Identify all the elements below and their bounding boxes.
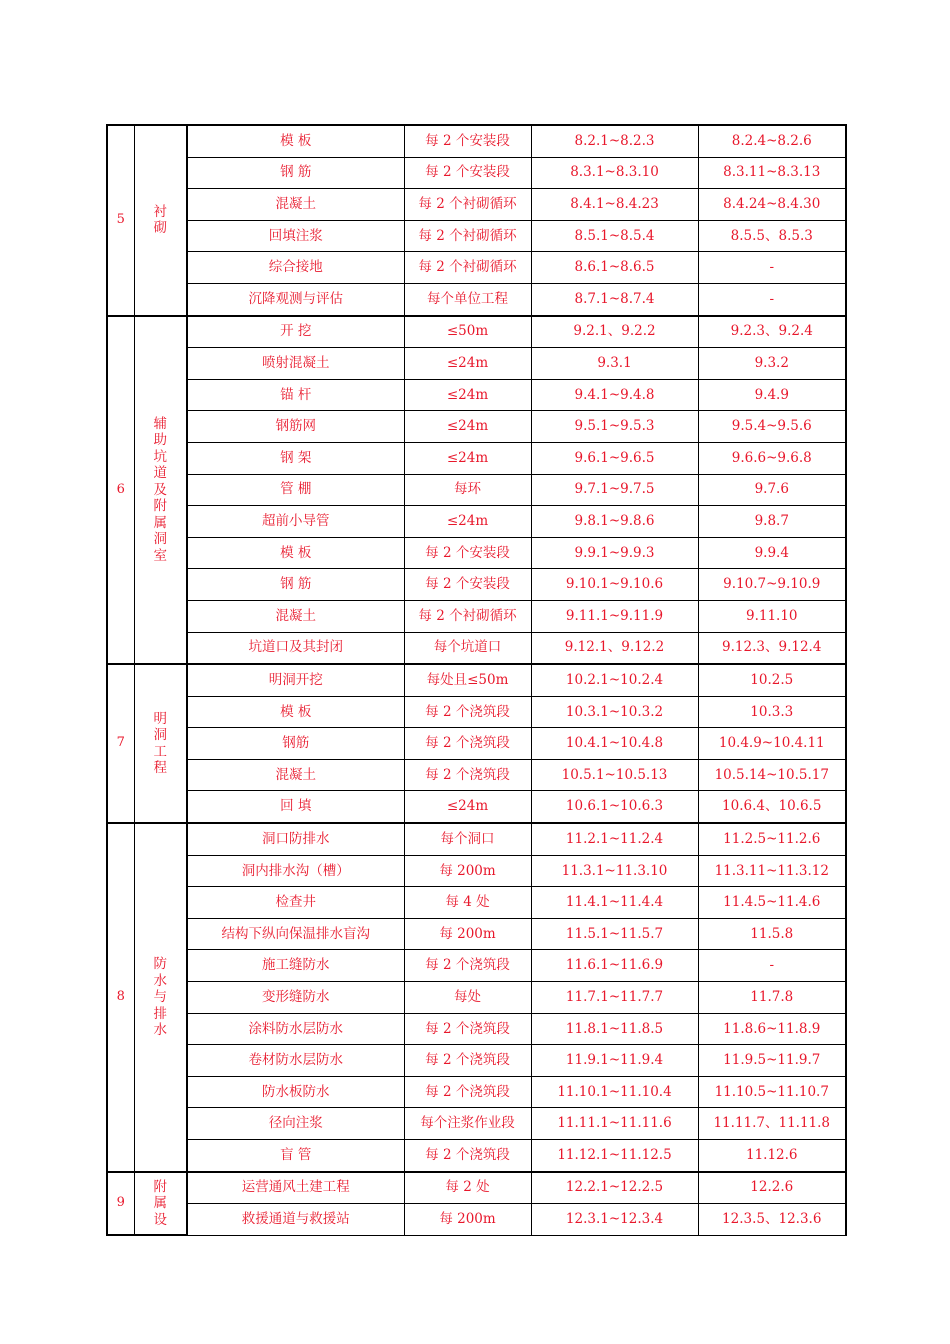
table-row (107, 696, 846, 728)
table-row (107, 252, 846, 284)
general-clauses: 11.5.8 (698, 918, 846, 950)
inspection-frequency: 每 200m (404, 855, 531, 887)
main-control-clauses: 9.10.1~9.10.6 (531, 569, 698, 601)
inspection-frequency: ≤24m (404, 379, 531, 411)
section-name-text: 衬砌 (153, 203, 167, 237)
section-name (134, 1172, 187, 1236)
inspection-frequency: 每 2 个衬砌循环 (404, 220, 531, 252)
general-clauses: 10.5.14~10.5.17 (698, 759, 846, 791)
general-clauses: 10.4.9~10.4.11 (698, 728, 846, 760)
inspection-frequency: 每 2 个衬砌循环 (404, 189, 531, 221)
item-name: 管 棚 (187, 474, 404, 506)
inspection-frequency: 每个注浆作业段 (404, 1108, 531, 1140)
general-clauses: - (698, 252, 846, 284)
main-control-clauses: 10.4.1~10.4.8 (531, 728, 698, 760)
inspection-frequency: 每 2 个浇筑段 (404, 696, 531, 728)
table-row (107, 411, 846, 443)
general-clauses: 11.8.6~11.8.9 (698, 1013, 846, 1045)
general-clauses: 9.5.4~9.5.6 (698, 411, 846, 443)
section-name-text: 辅助坑道及附属洞室 (153, 415, 167, 564)
inspection-frequency: 每 200m (404, 1204, 531, 1236)
item-name: 混凝土 (187, 600, 404, 632)
inspection-frequency: 每 2 个浇筑段 (404, 1076, 531, 1108)
item-name: 沉降观测与评估 (187, 283, 404, 315)
table-row (107, 855, 846, 887)
table-row (107, 918, 846, 950)
general-clauses: 11.11.7、11.11.8 (698, 1108, 846, 1140)
inspection-frequency: 每个洞口 (404, 823, 531, 855)
item-name: 模 板 (187, 537, 404, 569)
general-clauses: 11.2.5~11.2.6 (698, 823, 846, 855)
table-row (107, 283, 846, 315)
inspection-frequency: 每 200m (404, 918, 531, 950)
item-name: 钢筋网 (187, 411, 404, 443)
main-control-clauses: 12.2.1~12.2.5 (531, 1172, 698, 1204)
inspection-frequency: 每处且≤50m (404, 664, 531, 696)
table-row (107, 632, 846, 664)
general-clauses: 10.6.4、10.6.5 (698, 791, 846, 823)
main-control-clauses: 11.9.1~11.9.4 (531, 1045, 698, 1077)
general-clauses: 9.11.10 (698, 600, 846, 632)
inspection-frequency: 每 2 个衬砌循环 (404, 252, 531, 284)
table-row (107, 1045, 846, 1077)
inspection-frequency: 每个单位工程 (404, 283, 531, 315)
inspection-frequency: ≤50m (404, 316, 531, 348)
table-row (107, 759, 846, 791)
table-row (107, 1172, 846, 1204)
item-name: 回 填 (187, 791, 404, 823)
main-control-clauses: 11.7.1~11.7.7 (531, 982, 698, 1014)
inspection-frequency: ≤24m (404, 791, 531, 823)
section-number: 6 (107, 316, 134, 665)
general-clauses: 12.2.6 (698, 1172, 846, 1204)
inspection-frequency: 每 2 个浇筑段 (404, 1045, 531, 1077)
general-clauses: 11.9.5~11.9.7 (698, 1045, 846, 1077)
inspection-frequency: 每 4 处 (404, 887, 531, 919)
general-clauses: 9.8.7 (698, 506, 846, 538)
table-row (107, 569, 846, 601)
general-clauses: 11.3.11~11.3.12 (698, 855, 846, 887)
item-name: 结构下纵向保温排水盲沟 (187, 918, 404, 950)
table-row (107, 728, 846, 760)
general-clauses: - (698, 950, 846, 982)
item-name: 救援通道与救援站 (187, 1204, 404, 1236)
main-control-clauses: 9.8.1~9.8.6 (531, 506, 698, 538)
main-control-clauses: 11.12.1~11.12.5 (531, 1140, 698, 1172)
general-clauses: 9.2.3、9.2.4 (698, 316, 846, 348)
main-control-clauses: 11.3.1~11.3.10 (531, 855, 698, 887)
section-number: 9 (107, 1172, 134, 1236)
main-control-clauses: 10.3.1~10.3.2 (531, 696, 698, 728)
main-control-clauses: 10.6.1~10.6.3 (531, 791, 698, 823)
general-clauses: 11.12.6 (698, 1140, 846, 1172)
inspection-frequency: 每 2 个安装段 (404, 569, 531, 601)
table-row (107, 157, 846, 189)
general-clauses: 9.6.6~9.6.8 (698, 442, 846, 474)
item-name: 模 板 (187, 696, 404, 728)
inspection-frequency: 每个坑道口 (404, 632, 531, 664)
main-control-clauses: 11.6.1~11.6.9 (531, 950, 698, 982)
item-name: 洞口防排水 (187, 823, 404, 855)
main-control-clauses: 8.7.1~8.7.4 (531, 283, 698, 315)
main-control-clauses: 9.4.1~9.4.8 (531, 379, 698, 411)
section-number: 8 (107, 823, 134, 1172)
item-name: 综合接地 (187, 252, 404, 284)
main-control-clauses: 8.2.1~8.2.3 (531, 125, 698, 157)
main-control-clauses: 10.5.1~10.5.13 (531, 759, 698, 791)
table-row (107, 189, 846, 221)
item-name: 钢 筋 (187, 569, 404, 601)
section-number: 5 (107, 125, 134, 316)
item-name: 盲 管 (187, 1140, 404, 1172)
section-name (134, 823, 187, 1172)
main-control-clauses: 8.6.1~8.6.5 (531, 252, 698, 284)
item-name: 检查井 (187, 887, 404, 919)
main-control-clauses: 9.3.1 (531, 348, 698, 380)
table-row (107, 1013, 846, 1045)
table-row (107, 887, 846, 919)
inspection-frequency: ≤24m (404, 411, 531, 443)
inspection-frequency: 每 2 个浇筑段 (404, 1013, 531, 1045)
main-control-clauses: 8.5.1~8.5.4 (531, 220, 698, 252)
inspection-frequency: 每 2 个安装段 (404, 157, 531, 189)
item-name: 锚 杆 (187, 379, 404, 411)
main-control-clauses: 9.7.1~9.7.5 (531, 474, 698, 506)
main-control-clauses: 9.2.1、9.2.2 (531, 316, 698, 348)
table-row (107, 1076, 846, 1108)
table-row (107, 664, 846, 696)
general-clauses: - (698, 283, 846, 315)
item-name: 运营通风土建工程 (187, 1172, 404, 1204)
item-name: 回填注浆 (187, 220, 404, 252)
table-row (107, 474, 846, 506)
main-control-clauses: 9.11.1~9.11.9 (531, 600, 698, 632)
general-clauses: 9.7.6 (698, 474, 846, 506)
item-name: 防水板防水 (187, 1076, 404, 1108)
main-control-clauses: 8.4.1~8.4.23 (531, 189, 698, 221)
item-name: 喷射混凝土 (187, 348, 404, 380)
item-name: 混凝土 (187, 759, 404, 791)
section-name (134, 664, 187, 823)
general-clauses: 10.2.5 (698, 664, 846, 696)
item-name: 钢 架 (187, 442, 404, 474)
general-clauses: 9.12.3、9.12.4 (698, 632, 846, 664)
inspection-frequency: 每 2 个浇筑段 (404, 1140, 531, 1172)
main-control-clauses: 11.8.1~11.8.5 (531, 1013, 698, 1045)
table-row (107, 125, 846, 157)
main-control-clauses: 11.11.1~11.11.6 (531, 1108, 698, 1140)
inspection-frequency: 每 2 个浇筑段 (404, 950, 531, 982)
table-row (107, 791, 846, 823)
main-control-clauses: 11.10.1~11.10.4 (531, 1076, 698, 1108)
table-row (107, 600, 846, 632)
main-control-clauses: 9.5.1~9.5.3 (531, 411, 698, 443)
table-row (107, 1108, 846, 1140)
main-control-clauses: 11.2.1~11.2.4 (531, 823, 698, 855)
general-clauses: 11.4.5~11.4.6 (698, 887, 846, 919)
main-control-clauses: 9.6.1~9.6.5 (531, 442, 698, 474)
inspection-frequency: 每 2 个浇筑段 (404, 759, 531, 791)
item-name: 涂料防水层防水 (187, 1013, 404, 1045)
table-row (107, 537, 846, 569)
item-name: 卷材防水层防水 (187, 1045, 404, 1077)
inspection-table (106, 124, 847, 1236)
table-row (107, 506, 846, 538)
item-name: 钢筋 (187, 728, 404, 760)
inspection-frequency: ≤24m (404, 442, 531, 474)
main-control-clauses: 12.3.1~12.3.4 (531, 1204, 698, 1236)
inspection-frequency: 每 2 个衬砌循环 (404, 600, 531, 632)
general-clauses: 12.3.5、12.3.6 (698, 1204, 846, 1236)
general-clauses: 11.10.5~11.10.7 (698, 1076, 846, 1108)
item-name: 混凝土 (187, 189, 404, 221)
general-clauses: 8.4.24~8.4.30 (698, 189, 846, 221)
table-row (107, 823, 846, 855)
main-control-clauses: 9.9.1~9.9.3 (531, 537, 698, 569)
item-name: 模 板 (187, 125, 404, 157)
table-row (107, 316, 846, 348)
item-name: 坑道口及其封闭 (187, 632, 404, 664)
table-row (107, 220, 846, 252)
table-row (107, 1204, 846, 1236)
inspection-frequency: 每 2 个安装段 (404, 125, 531, 157)
inspection-frequency: ≤24m (404, 506, 531, 538)
section-name-text: 防水与排水 (153, 956, 167, 1039)
main-control-clauses: 10.2.1~10.2.4 (531, 664, 698, 696)
general-clauses: 8.3.11~8.3.13 (698, 157, 846, 189)
item-name: 变形缝防水 (187, 982, 404, 1014)
inspection-frequency: 每处 (404, 982, 531, 1014)
table-row (107, 379, 846, 411)
table-row (107, 1140, 846, 1172)
inspection-frequency: 每 2 个浇筑段 (404, 728, 531, 760)
item-name: 超前小导管 (187, 506, 404, 538)
table-row (107, 950, 846, 982)
general-clauses: 9.4.9 (698, 379, 846, 411)
inspection-frequency: ≤24m (404, 348, 531, 380)
table-row (107, 982, 846, 1014)
section-number: 7 (107, 664, 134, 823)
general-clauses: 9.10.7~9.10.9 (698, 569, 846, 601)
inspection-table-body (107, 125, 846, 1235)
item-name: 施工缝防水 (187, 950, 404, 982)
main-control-clauses: 11.5.1~11.5.7 (531, 918, 698, 950)
main-control-clauses: 11.4.1~11.4.4 (531, 887, 698, 919)
inspection-frequency: 每 2 处 (404, 1172, 531, 1204)
table-row (107, 442, 846, 474)
item-name: 径向注浆 (187, 1108, 404, 1140)
inspection-frequency: 每 2 个安装段 (404, 537, 531, 569)
general-clauses: 8.5.5、8.5.3 (698, 220, 846, 252)
section-name (134, 316, 187, 665)
general-clauses: 11.7.8 (698, 982, 846, 1014)
main-control-clauses: 9.12.1、9.12.2 (531, 632, 698, 664)
general-clauses: 10.3.3 (698, 696, 846, 728)
item-name: 洞内排水沟（槽） (187, 855, 404, 887)
table-row (107, 348, 846, 380)
general-clauses: 8.2.4~8.2.6 (698, 125, 846, 157)
general-clauses: 9.9.4 (698, 537, 846, 569)
section-name (134, 125, 187, 316)
item-name: 钢 筋 (187, 157, 404, 189)
general-clauses: 9.3.2 (698, 348, 846, 380)
item-name: 明洞开挖 (187, 664, 404, 696)
section-name-text: 附属设 (153, 1178, 167, 1228)
inspection-frequency: 每环 (404, 474, 531, 506)
item-name: 开 挖 (187, 316, 404, 348)
section-name-text: 明洞工程 (153, 710, 167, 777)
main-control-clauses: 8.3.1~8.3.10 (531, 157, 698, 189)
